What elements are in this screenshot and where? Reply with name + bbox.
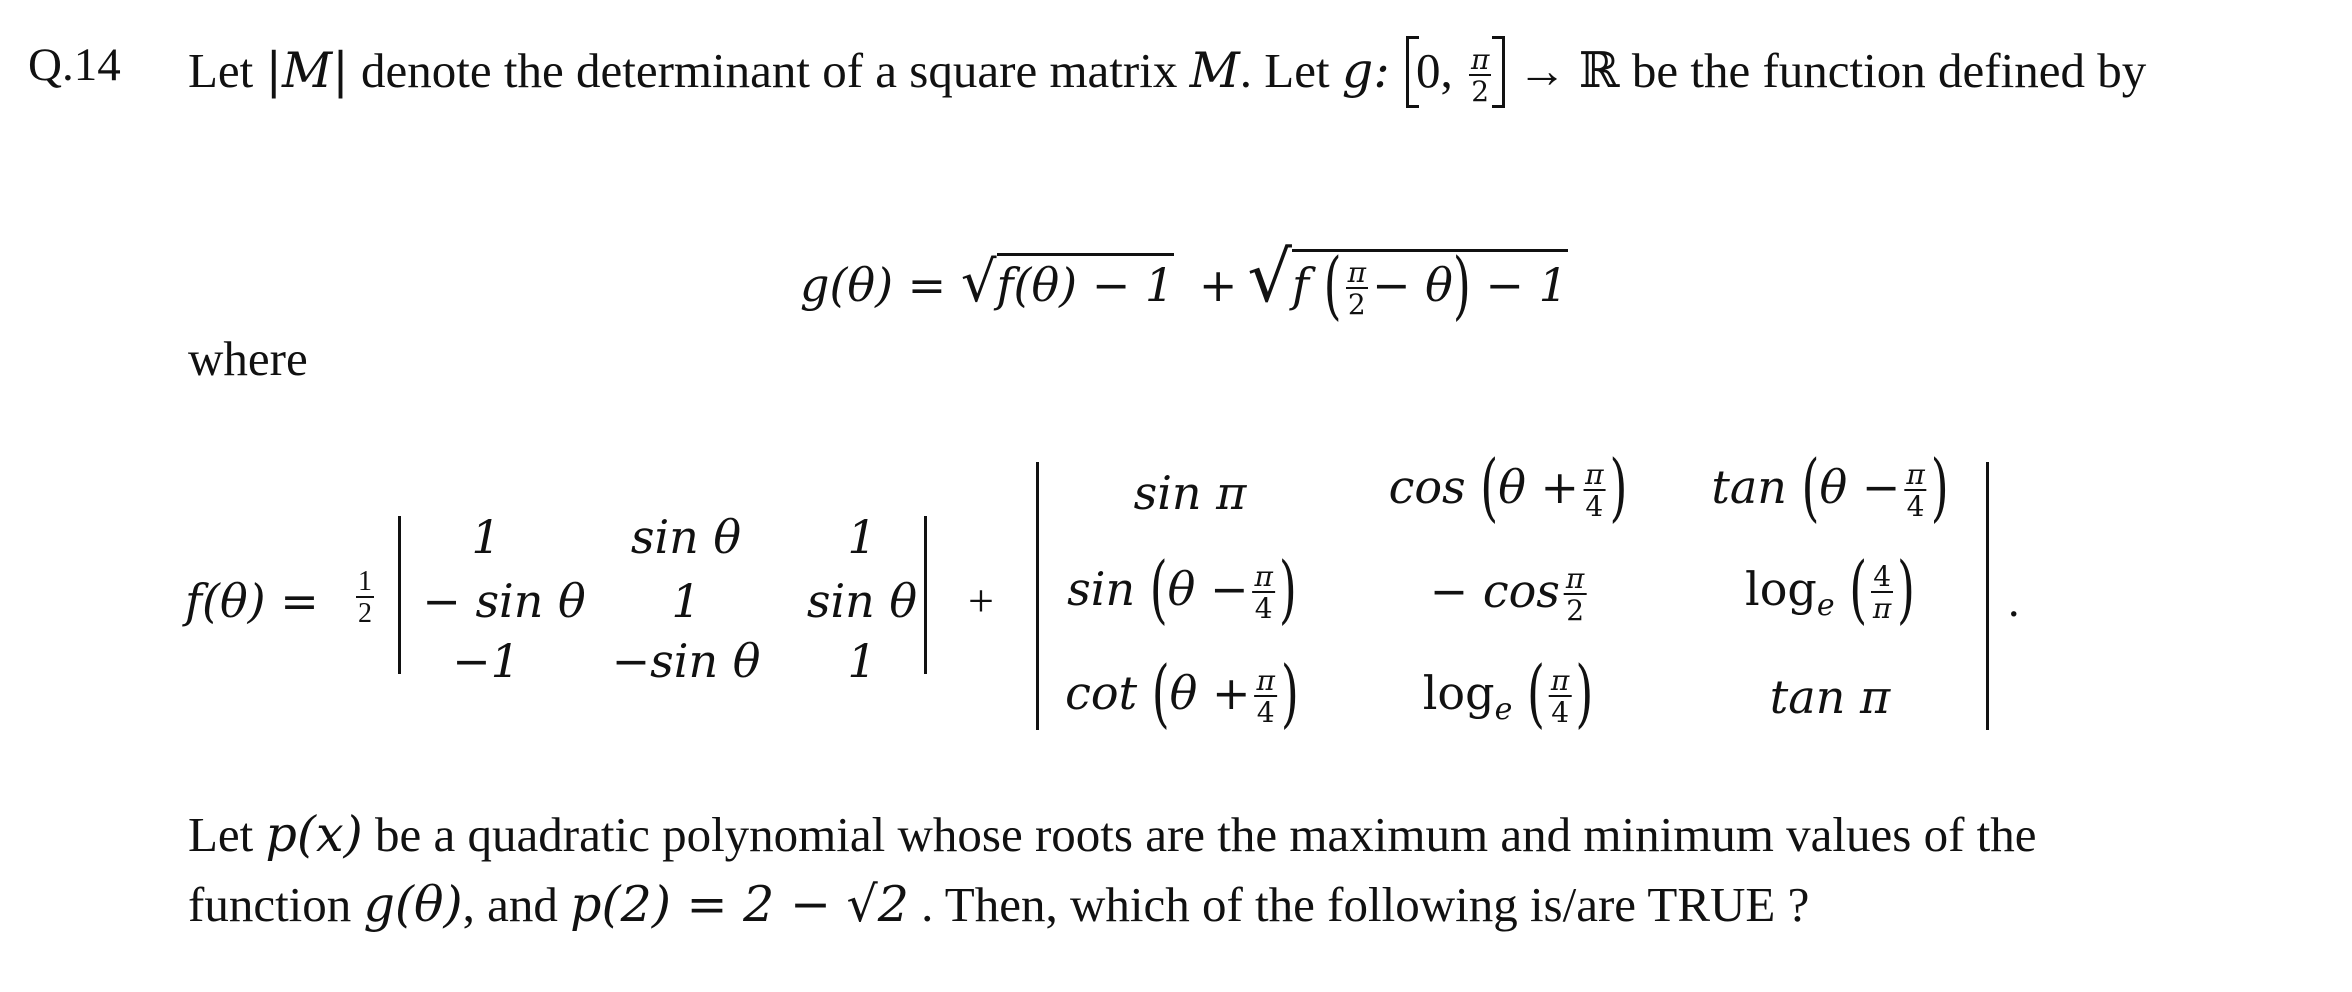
det2-r2c1 <box>1067 545 1297 633</box>
g-equation <box>800 236 1568 329</box>
det1-left-bar <box>398 516 401 674</box>
pi-over-4 <box>1583 458 1605 523</box>
f-period: . <box>2008 575 2020 626</box>
paren-close: ) <box>1575 649 1594 737</box>
frac-num: π <box>1906 458 1925 491</box>
det1-r1c3: 1 <box>847 510 877 564</box>
pi-over-4 <box>1904 458 1926 523</box>
fn: tan <box>1711 460 1787 514</box>
frac-den: 2 <box>358 598 372 629</box>
outro-text: Let <box>188 807 266 862</box>
frac-den: 4 <box>1551 696 1570 729</box>
p-of-x: p(x) <box>265 806 363 863</box>
paren-close: ) <box>1609 443 1628 531</box>
det2-r1c3 <box>1711 443 1949 531</box>
arg: θ + <box>1498 460 1580 514</box>
paren-close: ) <box>1930 443 1949 531</box>
arg: θ − <box>1167 562 1249 616</box>
det1-r2c1: − sin θ <box>422 574 586 628</box>
outro-line-2 <box>188 876 1809 933</box>
intro-text-b: denote the determinant of a square matrix <box>348 43 1190 98</box>
paren-open: ( <box>1149 545 1168 633</box>
frac-den: 4 <box>1254 592 1273 625</box>
det1-r1c2: sin θ <box>630 510 742 564</box>
det1-r3c2: −sin θ <box>611 634 761 688</box>
sqrt-sign-1: √ <box>960 250 997 315</box>
det1-right-bar <box>924 516 927 674</box>
paren-open: ( <box>1323 241 1342 329</box>
sqrt2-f: f <box>1291 258 1309 312</box>
fn: sin <box>1067 562 1136 616</box>
det1-r2c2: 1 <box>671 574 701 628</box>
arrow-reals: → ℝ <box>1517 43 1620 98</box>
paren-open: ( <box>1849 545 1868 633</box>
fn: log <box>1745 562 1817 616</box>
g-colon: g: <box>1341 42 1390 99</box>
frac-num: π <box>1470 42 1490 76</box>
g-of-theta: g(θ) <box>363 876 463 933</box>
log-base: e <box>1494 692 1513 728</box>
det2-right-bar <box>1986 462 1989 730</box>
outro-text: be a quadratic polynomial whose roots are the maximum and minimum values of the <box>362 807 2037 862</box>
interval-left-bracket <box>1406 36 1419 108</box>
det1-r2c3: sin θ <box>806 574 918 628</box>
det2-left-bar <box>1036 462 1039 730</box>
det1-r1c1: 1 <box>471 510 501 564</box>
sqrt2-tail: − 1 <box>1485 258 1568 312</box>
sqrt2-minus-theta: − θ <box>1371 258 1453 312</box>
outro-text: function <box>188 877 364 932</box>
intro-text-d: be the function defined by <box>1619 43 2147 98</box>
f-half <box>356 568 374 628</box>
fn: − cos <box>1429 564 1560 618</box>
frac-num: π <box>1347 256 1366 289</box>
intro-line <box>188 42 2146 106</box>
sqrt2-pi-over-2 <box>1346 256 1368 321</box>
det2-r2c2 <box>1430 564 1591 625</box>
interval-pi-over-2 <box>1469 42 1491 108</box>
paren-close: ) <box>1897 545 1915 633</box>
frac-num: π <box>1254 560 1273 593</box>
pi-over-2 <box>1564 562 1586 627</box>
det2-r1c1: sin π <box>1133 466 1247 520</box>
interval-right-bracket <box>1492 36 1505 108</box>
g-plus: + <box>1198 258 1238 312</box>
paren-open: ( <box>1480 443 1499 531</box>
frac-den: 4 <box>1585 490 1604 523</box>
f-lhs: f(θ) = <box>185 574 319 628</box>
outro-text: . Then, which of the following is/are TRUE ? <box>908 877 1810 932</box>
pi-over-4 <box>1255 664 1277 729</box>
intro-text-a: Let <box>188 43 266 98</box>
g-lhs: g(θ) = <box>800 258 961 312</box>
frac-num: π <box>1256 664 1275 697</box>
p-of-2: p(2) = 2 − √2 <box>570 876 909 933</box>
frac-den: 4 <box>1906 490 1925 523</box>
outro-line-1 <box>188 806 2037 863</box>
paren-close: ) <box>1280 649 1299 737</box>
paren-open: ( <box>1526 649 1545 737</box>
intro-text-c: . Let <box>1239 43 1342 98</box>
det2-r1c2 <box>1388 443 1628 531</box>
frac-num: π <box>1565 562 1585 595</box>
det2-r2c3 <box>1745 545 1915 633</box>
frac-num: 4 <box>1873 560 1892 593</box>
interval-zero: 0, <box>1415 43 1453 98</box>
fn: cot <box>1065 666 1138 720</box>
paren-open: ( <box>1801 443 1820 531</box>
fn: log <box>1422 666 1495 720</box>
where-label: where <box>188 331 308 386</box>
sqrt2-body <box>1291 241 1568 329</box>
frac-den: 2 <box>1471 74 1490 108</box>
frac-den: π <box>1872 592 1892 625</box>
four-over-pi <box>1871 560 1893 625</box>
det1-r3c1: −1 <box>452 634 520 688</box>
det2-r3c3: tan π <box>1769 670 1891 724</box>
frac-den: 2 <box>1566 594 1585 627</box>
frac-num: π <box>1550 664 1570 697</box>
arg: θ − <box>1819 460 1901 514</box>
det1-r3c3: 1 <box>847 634 877 688</box>
outro-text: , and <box>462 877 571 932</box>
arg: θ + <box>1169 666 1251 720</box>
frac-num: π <box>1585 458 1604 491</box>
interval <box>1406 42 1505 106</box>
det-plus: + <box>968 575 994 626</box>
fn: cos <box>1388 460 1466 514</box>
log-base: e <box>1816 588 1835 624</box>
det2-r3c1 <box>1065 649 1299 737</box>
paren-close: ) <box>1452 241 1471 329</box>
paren-open: ( <box>1151 649 1170 737</box>
frac-num: 1 <box>358 566 372 597</box>
frac-den: 2 <box>1347 288 1366 321</box>
matrix-m: M <box>1189 42 1240 99</box>
pi-over-4 <box>1253 560 1275 625</box>
question-number: Q.14 <box>28 39 121 91</box>
det2-r3c2 <box>1422 649 1594 737</box>
frac-den: 4 <box>1256 696 1275 729</box>
sqrt1-body: f(θ) − 1 <box>997 253 1175 312</box>
paren-close: ) <box>1278 545 1297 633</box>
abs-m: |M| <box>265 42 349 99</box>
sqrt-sign-2: √ <box>1247 236 1292 318</box>
pi-over-4 <box>1549 664 1571 729</box>
